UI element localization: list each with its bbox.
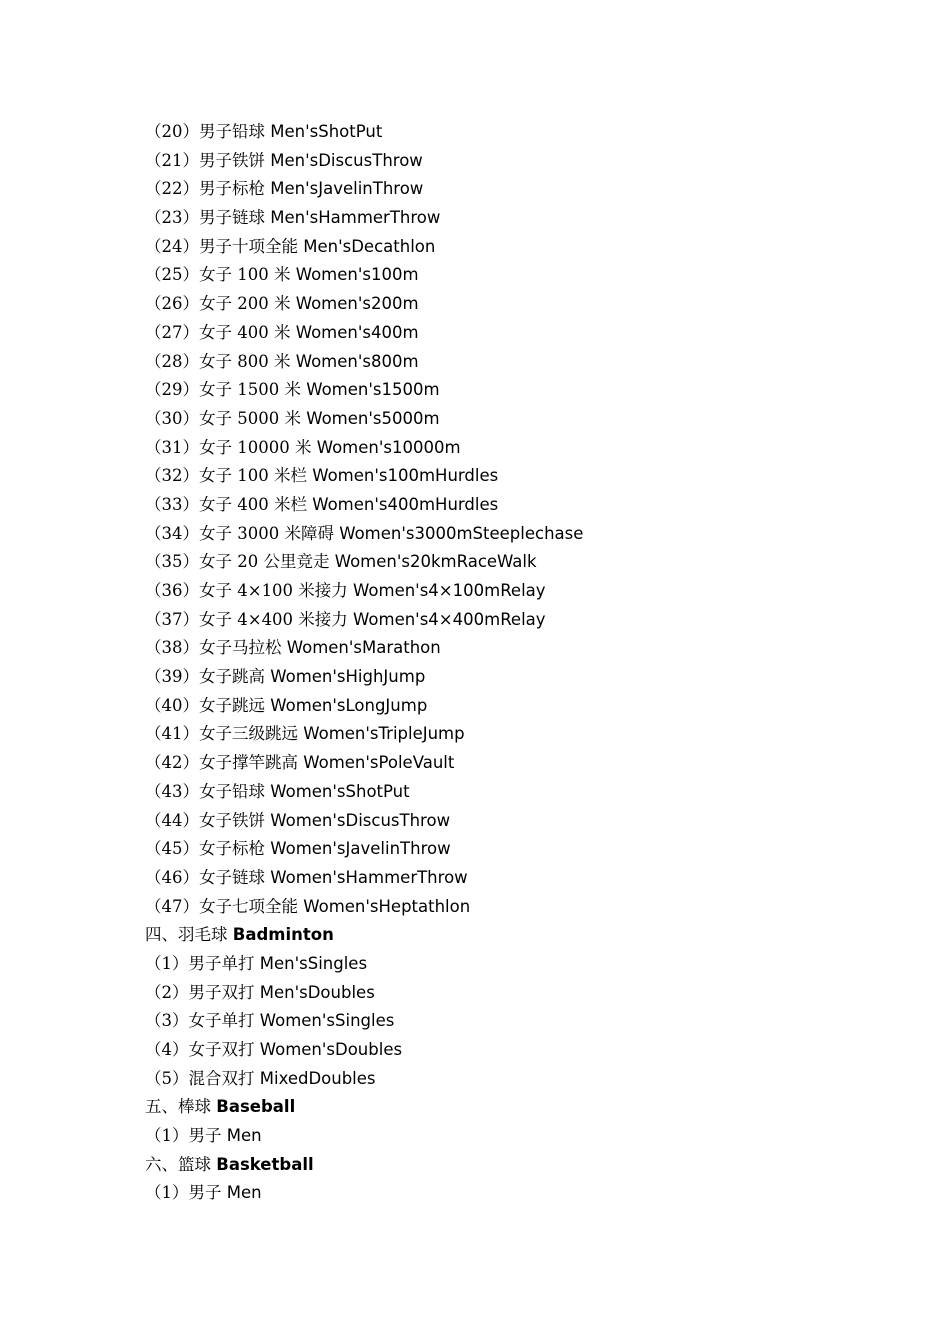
english-label: Women's10000m (316, 437, 461, 457)
english-label: Men'sSingles (259, 953, 368, 973)
event-line (145, 893, 583, 922)
chinese-label: （2）男子双打 (145, 982, 260, 1002)
english-label: Women'sLongJump (270, 695, 428, 715)
english-label: Women'sSingles (259, 1011, 395, 1031)
event-line (145, 319, 583, 348)
english-label: Men'sJavelinThrow (270, 179, 424, 199)
event-line (145, 1036, 583, 1065)
event-line (145, 261, 583, 290)
english-label: Men'sHammerThrow (270, 208, 441, 228)
chinese-label: （20）男子铅球 (145, 122, 271, 141)
chinese-label: （26）女子 200 米 (145, 294, 296, 314)
event-line (145, 606, 583, 635)
event-line (145, 204, 583, 233)
chinese-label: （42）女子撑竿跳高 (145, 753, 304, 773)
english-label: Women's4×400mRelay (353, 609, 546, 629)
section-heading (145, 1151, 583, 1180)
chinese-label: （1）男子 (145, 1183, 227, 1203)
section-heading (145, 1093, 583, 1122)
chinese-label: （43）女子铅球 (145, 781, 271, 801)
event-line (145, 749, 583, 778)
english-label: Men'sDoubles (259, 982, 375, 1002)
english-label: Women'sDoubles (259, 1040, 403, 1059)
event-line (145, 692, 583, 721)
english-label: Men'sDiscusThrow (270, 150, 423, 170)
chinese-label: （35）女子 20 公里竞走 (145, 552, 335, 572)
event-line (145, 1122, 583, 1151)
english-label: Women'sHammerThrow (270, 867, 468, 887)
english-label: Women'sShotPut (270, 781, 410, 801)
chinese-label: （40）女子跳远 (145, 695, 271, 715)
chinese-label: （31）女子 10000 米 (145, 437, 317, 457)
english-label: Women's4×100mRelay (353, 581, 546, 600)
english-label: Women's100m (295, 265, 419, 285)
english-label: Women's100mHurdles (312, 466, 499, 486)
chinese-label: （24）男子十项全能 (145, 236, 304, 256)
chinese-label: （22）男子标枪 (145, 179, 271, 199)
english-label: Men'sShotPut (270, 122, 383, 141)
chinese-label: （25）女子 100 米 (145, 265, 296, 285)
chinese-label: （30）女子 5000 米 (145, 408, 307, 428)
english-label: Women's3000mSteeplechase (339, 523, 584, 543)
event-line (145, 807, 583, 836)
english-label: Baseball (216, 1097, 296, 1117)
chinese-label: 五、棒球 (145, 1097, 217, 1117)
english-label: Women'sHeptathlon (303, 896, 471, 916)
chinese-label: （47）女子七项全能 (145, 896, 304, 916)
event-line (145, 835, 583, 864)
chinese-label: （45）女子标枪 (145, 839, 271, 859)
event-line (145, 405, 583, 434)
event-line (145, 950, 583, 979)
event-line (145, 778, 583, 807)
event-line (145, 634, 583, 663)
chinese-label: （29）女子 1500 米 (145, 380, 307, 400)
event-line (145, 175, 583, 204)
event-line (145, 462, 583, 491)
english-label: Men (226, 1126, 262, 1146)
chinese-label: 四、羽毛球 (145, 925, 233, 945)
english-label: Women'sPoleVault (303, 753, 455, 773)
event-line (145, 577, 583, 606)
event-line (145, 720, 583, 749)
chinese-label: 六、篮球 (145, 1154, 217, 1174)
chinese-label: （4）女子双打 (145, 1040, 260, 1059)
english-label: Women's400mHurdles (312, 494, 499, 514)
english-label: Women'sHighJump (270, 667, 426, 687)
event-line (145, 290, 583, 319)
chinese-label: （27）女子 400 米 (145, 322, 296, 342)
event-line (145, 979, 583, 1008)
chinese-label: （33）女子 400 米栏 (145, 494, 313, 514)
chinese-label: （23）男子链球 (145, 208, 271, 228)
event-line (145, 1007, 583, 1036)
event-line (145, 147, 583, 176)
chinese-label: （1）男子单打 (145, 953, 260, 973)
english-label: Women'sDiscusThrow (270, 810, 451, 830)
chinese-label: （46）女子链球 (145, 867, 271, 887)
event-line (145, 376, 583, 405)
chinese-label: （1）男子 (145, 1126, 227, 1146)
section-heading (145, 921, 583, 950)
chinese-label: （34）女子 3000 米障碍 (145, 523, 340, 543)
chinese-label: （32）女子 100 米栏 (145, 466, 313, 486)
english-label: Basketball (216, 1154, 314, 1174)
chinese-label: （28）女子 800 米 (145, 351, 296, 371)
event-line (145, 520, 583, 549)
english-label: Badminton (232, 925, 334, 945)
english-label: Women's5000m (306, 408, 440, 428)
chinese-label: （44）女子铁饼 (145, 810, 271, 830)
english-label: Women'sMarathon (286, 638, 441, 658)
chinese-label: （5）混合双打 (145, 1068, 260, 1088)
english-label: Women'sJavelinThrow (270, 839, 451, 859)
english-label: Men (226, 1183, 262, 1203)
event-line (145, 1065, 583, 1094)
english-label: Women's800m (295, 351, 419, 371)
event-line (145, 118, 583, 147)
chinese-label: （38）女子马拉松 (145, 638, 287, 658)
english-label: Men'sDecathlon (303, 236, 436, 256)
event-line (145, 548, 583, 577)
event-list (145, 118, 583, 1208)
chinese-label: （41）女子三级跳远 (145, 724, 304, 744)
event-line (145, 1179, 583, 1208)
chinese-label: （37）女子 4×400 米接力 (145, 609, 354, 629)
chinese-label: （39）女子跳高 (145, 667, 271, 687)
event-line (145, 434, 583, 463)
english-label: Women's1500m (306, 380, 440, 400)
english-label: Women's20kmRaceWalk (334, 552, 537, 572)
event-line (145, 233, 583, 262)
chinese-label: （21）男子铁饼 (145, 150, 271, 170)
english-label: Women'sTripleJump (303, 724, 465, 744)
english-label: Women's200m (295, 294, 419, 314)
event-line (145, 663, 583, 692)
english-label: MixedDoubles (259, 1068, 376, 1088)
event-line (145, 491, 583, 520)
english-label: Women's400m (295, 322, 419, 342)
event-line (145, 864, 583, 893)
event-line (145, 348, 583, 377)
chinese-label: （36）女子 4×100 米接力 (145, 581, 354, 600)
chinese-label: （3）女子单打 (145, 1011, 260, 1031)
